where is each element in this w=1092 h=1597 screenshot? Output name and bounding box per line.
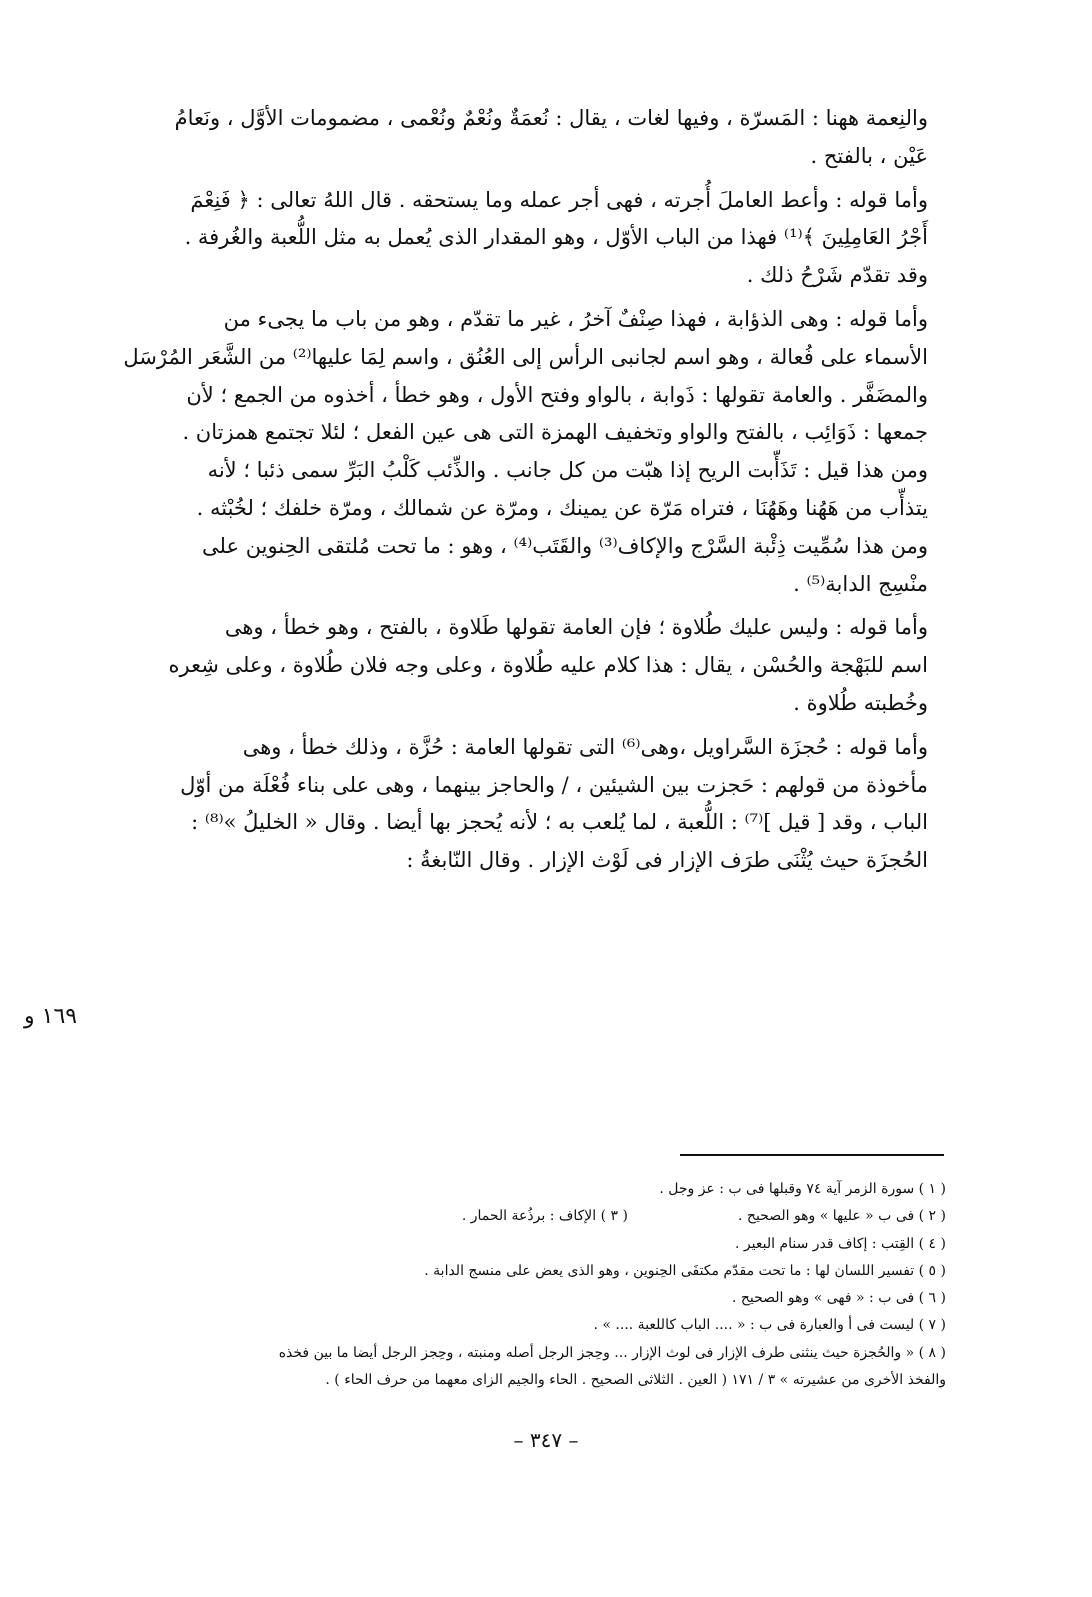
footnote-7: ( ٧ ) ليست فى أ والعبارة فى ب : « .... الباب كاللعبة .... » . [593,1317,946,1334]
text-line: وأما قوله : وأعط العاملَ أُجرته ، فهى أجر عمله وما يستحقه . قال اللهُ تعالى : ﴿ فَنِعْمَ [190,187,928,212]
text-line: يتذأّب من هَهُنا وهَهُنَا ، فتراه مَرّة عن يمينك ، ومرّة عن شمالك ، ومرّة خلفك ؛ لخُبْثه . [196,495,928,520]
footnote-5: ( ٥ ) تفسير اللسان لها : ما تحت مقدّم مكتفَى الحِنوين ، وهو الذى يعض على منسج الدابة . [424,1262,946,1279]
footnote-row [116,1203,946,1230]
text-line: منْسِج الدابة⁽⁵⁾ . [793,571,928,596]
text-line: أَجْرُ العَامِلِينَ ﴾⁽¹⁾ فهذا من الباب الأوّل ، وهو المقدار الذى يُعمل به مثل اللُّعبة والغُرفة . [184,225,928,250]
text-line: وخُطبته طُلاوة . [793,690,928,715]
text-line: ومن هذا سُمِّيت ذِئْبة السَّرْج والإكاف⁽³⁾ والقَتَب⁽⁴⁾ ، وهو : ما تحت مُلتقى الحِنوين على [202,533,928,558]
paragraph-2 [116,182,946,295]
paragraph-1 [116,100,946,176]
text-line: الباب ، وقد [ قيل ]⁽⁷⁾ : اللُّعبة ، لما يُلعب به ؛ لأنه يُحجز بها أيضا . وقال « الخليلُ »⁽⁸⁾ : [191,810,928,835]
paragraph-4 [116,609,946,722]
text-line: وأما قوله : وليس عليك طُلاوة ؛ فإن العامة تقولها طَلاوة ، بالفتح ، وهو خطأ ، وهى [224,615,928,640]
text-line: الأسماء على فُعالة ، وهو اسم لجانبى الرأس إلى العُنُق ، واسم لِمَا عليها⁽²⁾ من الشَّعَر المُرْسَل [123,344,928,369]
text-line: وأما قوله : وهى الذؤابة ، فهذا صِنْفٌ آخرُ ، غير ما تقدّم ، وهو من باب ما يجىء من [223,306,928,331]
text-line: جمعها : ذَوَائِب ، بالفتح والواو وتخفيف الهمزة التى هى عين الفعل ؛ لئلا تجتمع همزتان . [182,420,928,445]
text-line: الحُجزَة حيث يُثْنَى طرَف الإزار فى لَوْث الإزار . وقال النّابغةُ : [406,848,928,873]
text-line: وأما قوله : حُجزَة السَّراويل ،وهى⁽⁶⁾ التى تقولها العامة : حُزَّة ، وذلك خطأ ، وهى [242,734,928,759]
text-line: ومن هذا قيل : تَذَأّبت الريح إذا هبّت من كل جانب . والذِّئب كَلْبُ البَرِّ سمى ذئبا ؛ لأنه [207,458,928,483]
spacer [628,1203,738,1230]
main-text [116,100,946,886]
footnote-1: ( ١ ) سورة الزمر آية ٧٤ وقبلها فى ب : عز وجل . [659,1181,946,1197]
text-line: مأخوذة من قولهم : حَجزت بين الشيئين ، / والحاجز بينهما ، وهى على بناء فُعْلَة من أوّل [180,772,928,797]
text-line: وقد تقدّم شَرْحُ ذلك . [746,263,928,288]
footnote-8-continued: والفخذ الأخرى من عشيرته » ٣ / ١٧١ ( العين . الثلاثى الصحيح . الحاء والجيم الزاى معهما من حرف الحاء ) . [325,1372,946,1389]
footnote-3: ( ٣ ) الإكاف : برذُعة الحمار . [461,1208,628,1225]
footnote-2: ( ٢ ) فى ب « عليها » وهو الصحيح . [738,1208,946,1225]
text-line: اسم للبَهْجة والحُسْن ، يقال : هذا كلام عليه طُلاوة ، وعلى وجه فلان طُلاوة ، وعلى شِعره [168,653,928,678]
paragraph-5 [116,729,946,880]
manuscript-folio-reference: ١٦٩ و [24,1004,78,1029]
text-line: والمضَفَّر . والعامة تقولها : ذَوابة ، بالواو وفتح الأول ، وهو خطأ ، أخذوه من الجمع ؛ لأن [186,382,928,407]
footnotes [116,1176,946,1394]
page-number: – ٣٤٧ – [513,1428,579,1452]
footnote-8: ( ٨ ) « والحُجزة حيث ينثنى طرف الإزار فى لوث الإزار ... وحِجز الرجل أصله ومنبته ، وحِجز الرجل أيضا ما بين فخذه [278,1344,946,1361]
footnote-divider [680,1154,944,1156]
text-line: عَيْن ، بالفتح . [810,143,928,168]
paragraph-3 [116,301,946,603]
footnote-6: ( ٦ ) فى ب : « فهى » وهو الصحيح . [731,1290,946,1307]
footnote-4: ( ٤ ) القِتب : إكاف قدر سنام البعير . [735,1235,946,1252]
text-line: والنِعمة ههنا : المَسرّة ، وفيها لغات ، يقال : نُعمَةٌ ونُعْمٌ ونُعْمى ، مضمومات الأوَّل ، ونَعامُ [174,106,928,130]
